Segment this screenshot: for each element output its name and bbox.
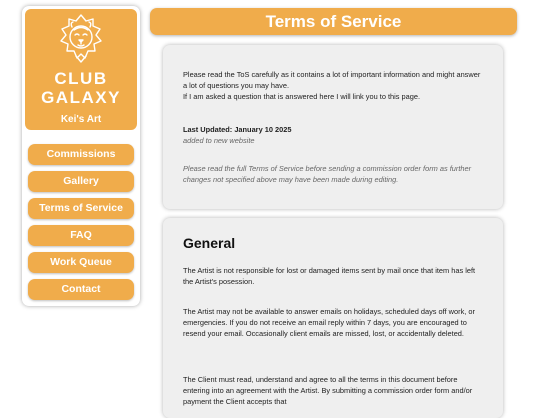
- read-warning: Please read the full Terms of Service before sending a commission order form as further changes not specified above may have been made during editing.: [183, 164, 472, 184]
- intro-text: [183, 69, 483, 102]
- general-paragraph-3: The Client must read, understand and agree to all the terms in this document before entering into an agreement with the Artist. By submitting a commission order form and/or payment the Client accepts that: [183, 375, 473, 406]
- intro-line2: If I am asked a question that is answered here I will link you to this page.: [183, 92, 421, 101]
- nav-terms-button[interactable]: Terms of Service: [28, 198, 134, 219]
- general-paragraph-1: The Artist is not responsible for lost or damaged items sent by mail once that item has left the Artist's posession.: [183, 266, 476, 286]
- brand-panel: [25, 9, 137, 130]
- brand-title-line1: CLUB: [54, 69, 108, 88]
- nav-faq-button[interactable]: FAQ: [28, 225, 134, 246]
- lion-face-icon: [59, 13, 103, 65]
- nav-contact-button[interactable]: Contact: [28, 279, 134, 300]
- intro-card: [163, 45, 503, 209]
- general-card: [163, 218, 503, 418]
- last-updated-title: Last Updated: January 10 2025: [183, 125, 292, 134]
- last-updated-note: added to new website: [183, 136, 255, 145]
- general-paragraph-2: The Artist may not be available to answer emails on holidays, scheduled days off work, or emergencies. If you do not receive an email reply within 7 days, you are encouraged to resend your email. Occasionally client emails are missed, lost, or accidentally deleted.: [183, 307, 475, 338]
- brand-title: [25, 69, 137, 107]
- brand-subtitle: Kei's Art: [60, 114, 102, 125]
- nav-commissions-button[interactable]: Commissions: [28, 144, 134, 165]
- general-heading: General: [183, 235, 236, 251]
- page-title: Terms of Service: [150, 8, 517, 35]
- sidebar: [22, 6, 140, 306]
- brand-title-line2: GALAXY: [41, 88, 121, 107]
- nav-gallery-button[interactable]: Gallery: [28, 171, 134, 192]
- intro-line1: Please read the ToS carefully as it contains a lot of important information and might answer a lot of questions you may have.: [183, 70, 481, 90]
- nav-work-queue-button[interactable]: Work Queue: [28, 252, 134, 273]
